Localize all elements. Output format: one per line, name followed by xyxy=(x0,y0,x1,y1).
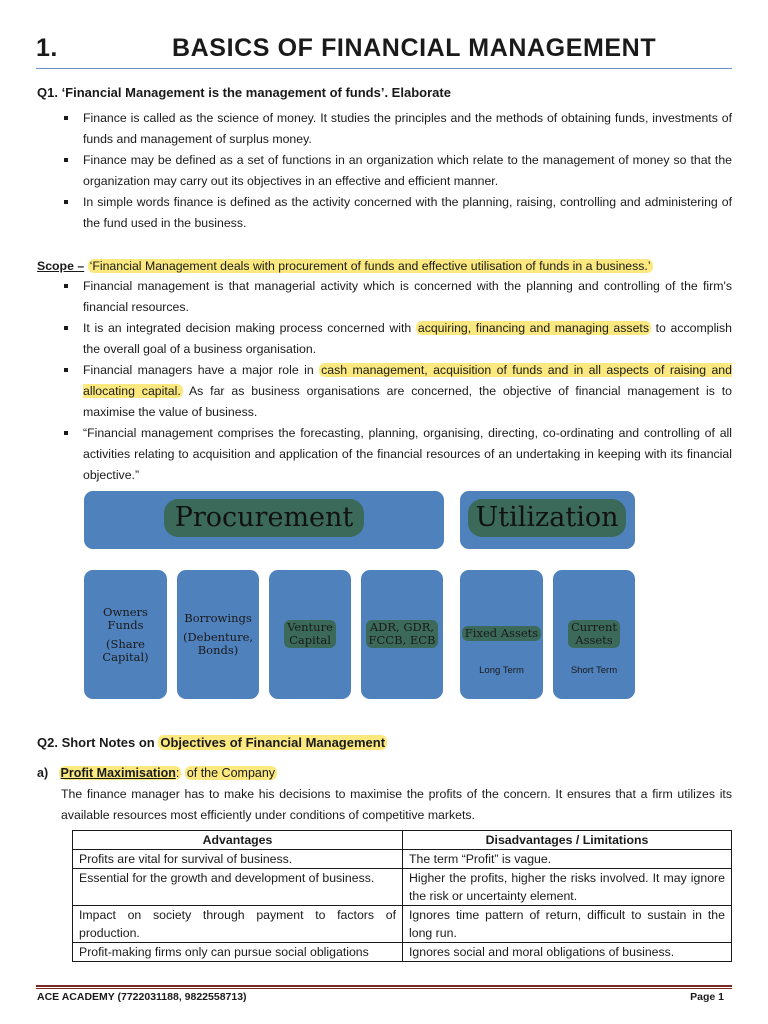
current-assets-text xyxy=(553,620,635,648)
text-span: Q2. Short Notes on xyxy=(37,735,155,750)
text-line: Funds xyxy=(107,618,144,632)
list-item: Finance may be defined as a set of functions in an organization which relate to the management of money so that the organization may carry out its objectives in an effective and efficient manner. xyxy=(62,150,732,192)
adr-gdr-text xyxy=(361,620,443,648)
table-cell: Profits are vital for survival of business. xyxy=(73,850,403,869)
adr-gdr-label xyxy=(366,620,439,648)
table-row xyxy=(73,906,732,943)
text-line: Bonds) xyxy=(197,643,239,657)
scope-label: Scope – xyxy=(37,259,85,273)
owners-funds-text xyxy=(84,606,167,664)
table-row xyxy=(73,869,732,906)
text-line: Capital) xyxy=(102,650,149,664)
highlighted-text: cash management, acquisition of funds and in all aspects of raising and allocating capital. xyxy=(83,363,732,398)
column-header: Advantages xyxy=(73,831,403,850)
fixed-assets-box xyxy=(460,570,543,699)
advantages-table xyxy=(72,830,732,962)
text-line: Assets xyxy=(575,633,613,647)
procurement-label: Procurement xyxy=(164,499,364,537)
subsection-title: Profit Maximisation xyxy=(60,766,176,780)
highlighted-text: of the Company xyxy=(186,766,276,780)
scope-line xyxy=(37,257,653,275)
question-2-title xyxy=(37,735,387,750)
table-cell: Ignores social and moral obligations of business. xyxy=(403,943,732,962)
table-header-row xyxy=(73,831,732,850)
procurement-box xyxy=(84,491,444,549)
text-line: FCCB, ECB xyxy=(368,633,436,647)
venture-capital-text xyxy=(269,620,351,648)
subsection-a-heading: a) Profit Maximisation: of the Company xyxy=(37,766,276,780)
footer-divider xyxy=(36,985,732,987)
q1-bullet-list xyxy=(62,108,732,234)
long-term-label: Long Term xyxy=(479,665,524,676)
subsection-marker: a) xyxy=(37,766,49,780)
table-cell: Essential for the growth and development of business. xyxy=(73,869,403,906)
highlighted-text: Objectives of Financial Management xyxy=(160,735,386,750)
table-row xyxy=(73,943,732,962)
highlighted-text: acquiring, financing and managing assets xyxy=(417,321,649,335)
profit-maximisation-paragraph: The finance manager has to make his decisions to maximise the profits of the concern. It ensures that a firm utilizes its available resources most efficiently under conditions of competitive markets. xyxy=(61,787,732,822)
short-term-label: Short Term xyxy=(570,665,618,676)
text-span: to accomplish the overall goal of a business organisation. xyxy=(83,321,733,356)
footer-divider-thin xyxy=(36,988,732,989)
fixed-assets-text xyxy=(460,626,543,641)
utilization-box xyxy=(460,491,635,549)
list-item xyxy=(62,318,732,360)
utilization-label: Utilization xyxy=(468,499,626,537)
text-line: Borrowings xyxy=(184,611,252,625)
table-cell: Ignores time pattern of return, difficult to sustain in the long run. xyxy=(403,906,732,943)
text-span: Financial managers have a major role in xyxy=(83,363,314,377)
page-title: BASICS OF FINANCIAL MANAGEMENT xyxy=(172,34,657,62)
text-line: Current xyxy=(570,620,618,634)
column-header: Disadvantages / Limitations xyxy=(403,831,732,850)
text-line: (Share xyxy=(106,637,145,651)
list-item xyxy=(62,360,732,423)
text-line: Owners xyxy=(103,605,148,619)
current-assets-box xyxy=(553,570,635,699)
owners-funds-box xyxy=(84,570,167,699)
venture-capital-label xyxy=(284,620,336,648)
text-line: Venture xyxy=(287,620,333,634)
current-assets-label xyxy=(568,620,620,648)
page-number: Page 1 xyxy=(690,991,724,1003)
list-item: “Financial management comprises the forecasting, planning, organising, directing, co-ordinating and controlling of all activities relating to acquisition and application of the financial resources of an undertaking in keeping with its financial objective.” xyxy=(62,423,732,486)
table-cell: Profit-making firms only can pursue social obligations xyxy=(73,943,403,962)
table-cell: Higher the profits, higher the risks involved. It may ignore the risk or uncertainty element. xyxy=(403,869,732,906)
scope-bullet-list xyxy=(62,276,732,486)
list-item: Finance is called as the science of money. It studies the principles and the methods of obtaining funds, investments of funds and management of surplus money. xyxy=(62,108,732,150)
chapter-number: 1. xyxy=(36,34,58,62)
text-span: It is an integrated decision making process concerned with xyxy=(83,321,412,335)
table-cell: Impact on society through payment to factors of production. xyxy=(73,906,403,943)
venture-capital-box xyxy=(269,570,351,699)
borrowings-text xyxy=(177,612,259,657)
table-cell: The term “Profit” is vague. xyxy=(403,850,732,869)
table-row xyxy=(73,850,732,869)
text-line: (Debenture, xyxy=(182,630,254,644)
scope-quote: ‘Financial Management deals with procurement of funds and effective utilisation of funds in a business.’ xyxy=(89,259,651,273)
text-line: ADR, GDR, xyxy=(369,620,435,634)
list-item: Financial management is that managerial activity which is concerned with the planning and controlling of the firm's financial resources. xyxy=(62,276,732,318)
footer-academy-info: ACE ACADEMY (7722031188, 9822558713) xyxy=(37,991,247,1003)
text-span: As far as business organisations are concerned, the objective of financial management is to maximise the value of business. xyxy=(83,384,732,419)
fixed-assets-label: Fixed Assets xyxy=(462,626,541,641)
borrowings-box xyxy=(177,570,259,699)
list-item: In simple words finance is defined as the activity concerned with the planning, raising, controlling and administering of the fund used in the business. xyxy=(62,192,732,234)
question-1-title: Q1. ‘Financial Management is the management of funds’. Elaborate xyxy=(37,85,451,100)
adr-gdr-box xyxy=(361,570,443,699)
text-line: Capital xyxy=(289,633,331,647)
heading-divider xyxy=(36,68,732,69)
